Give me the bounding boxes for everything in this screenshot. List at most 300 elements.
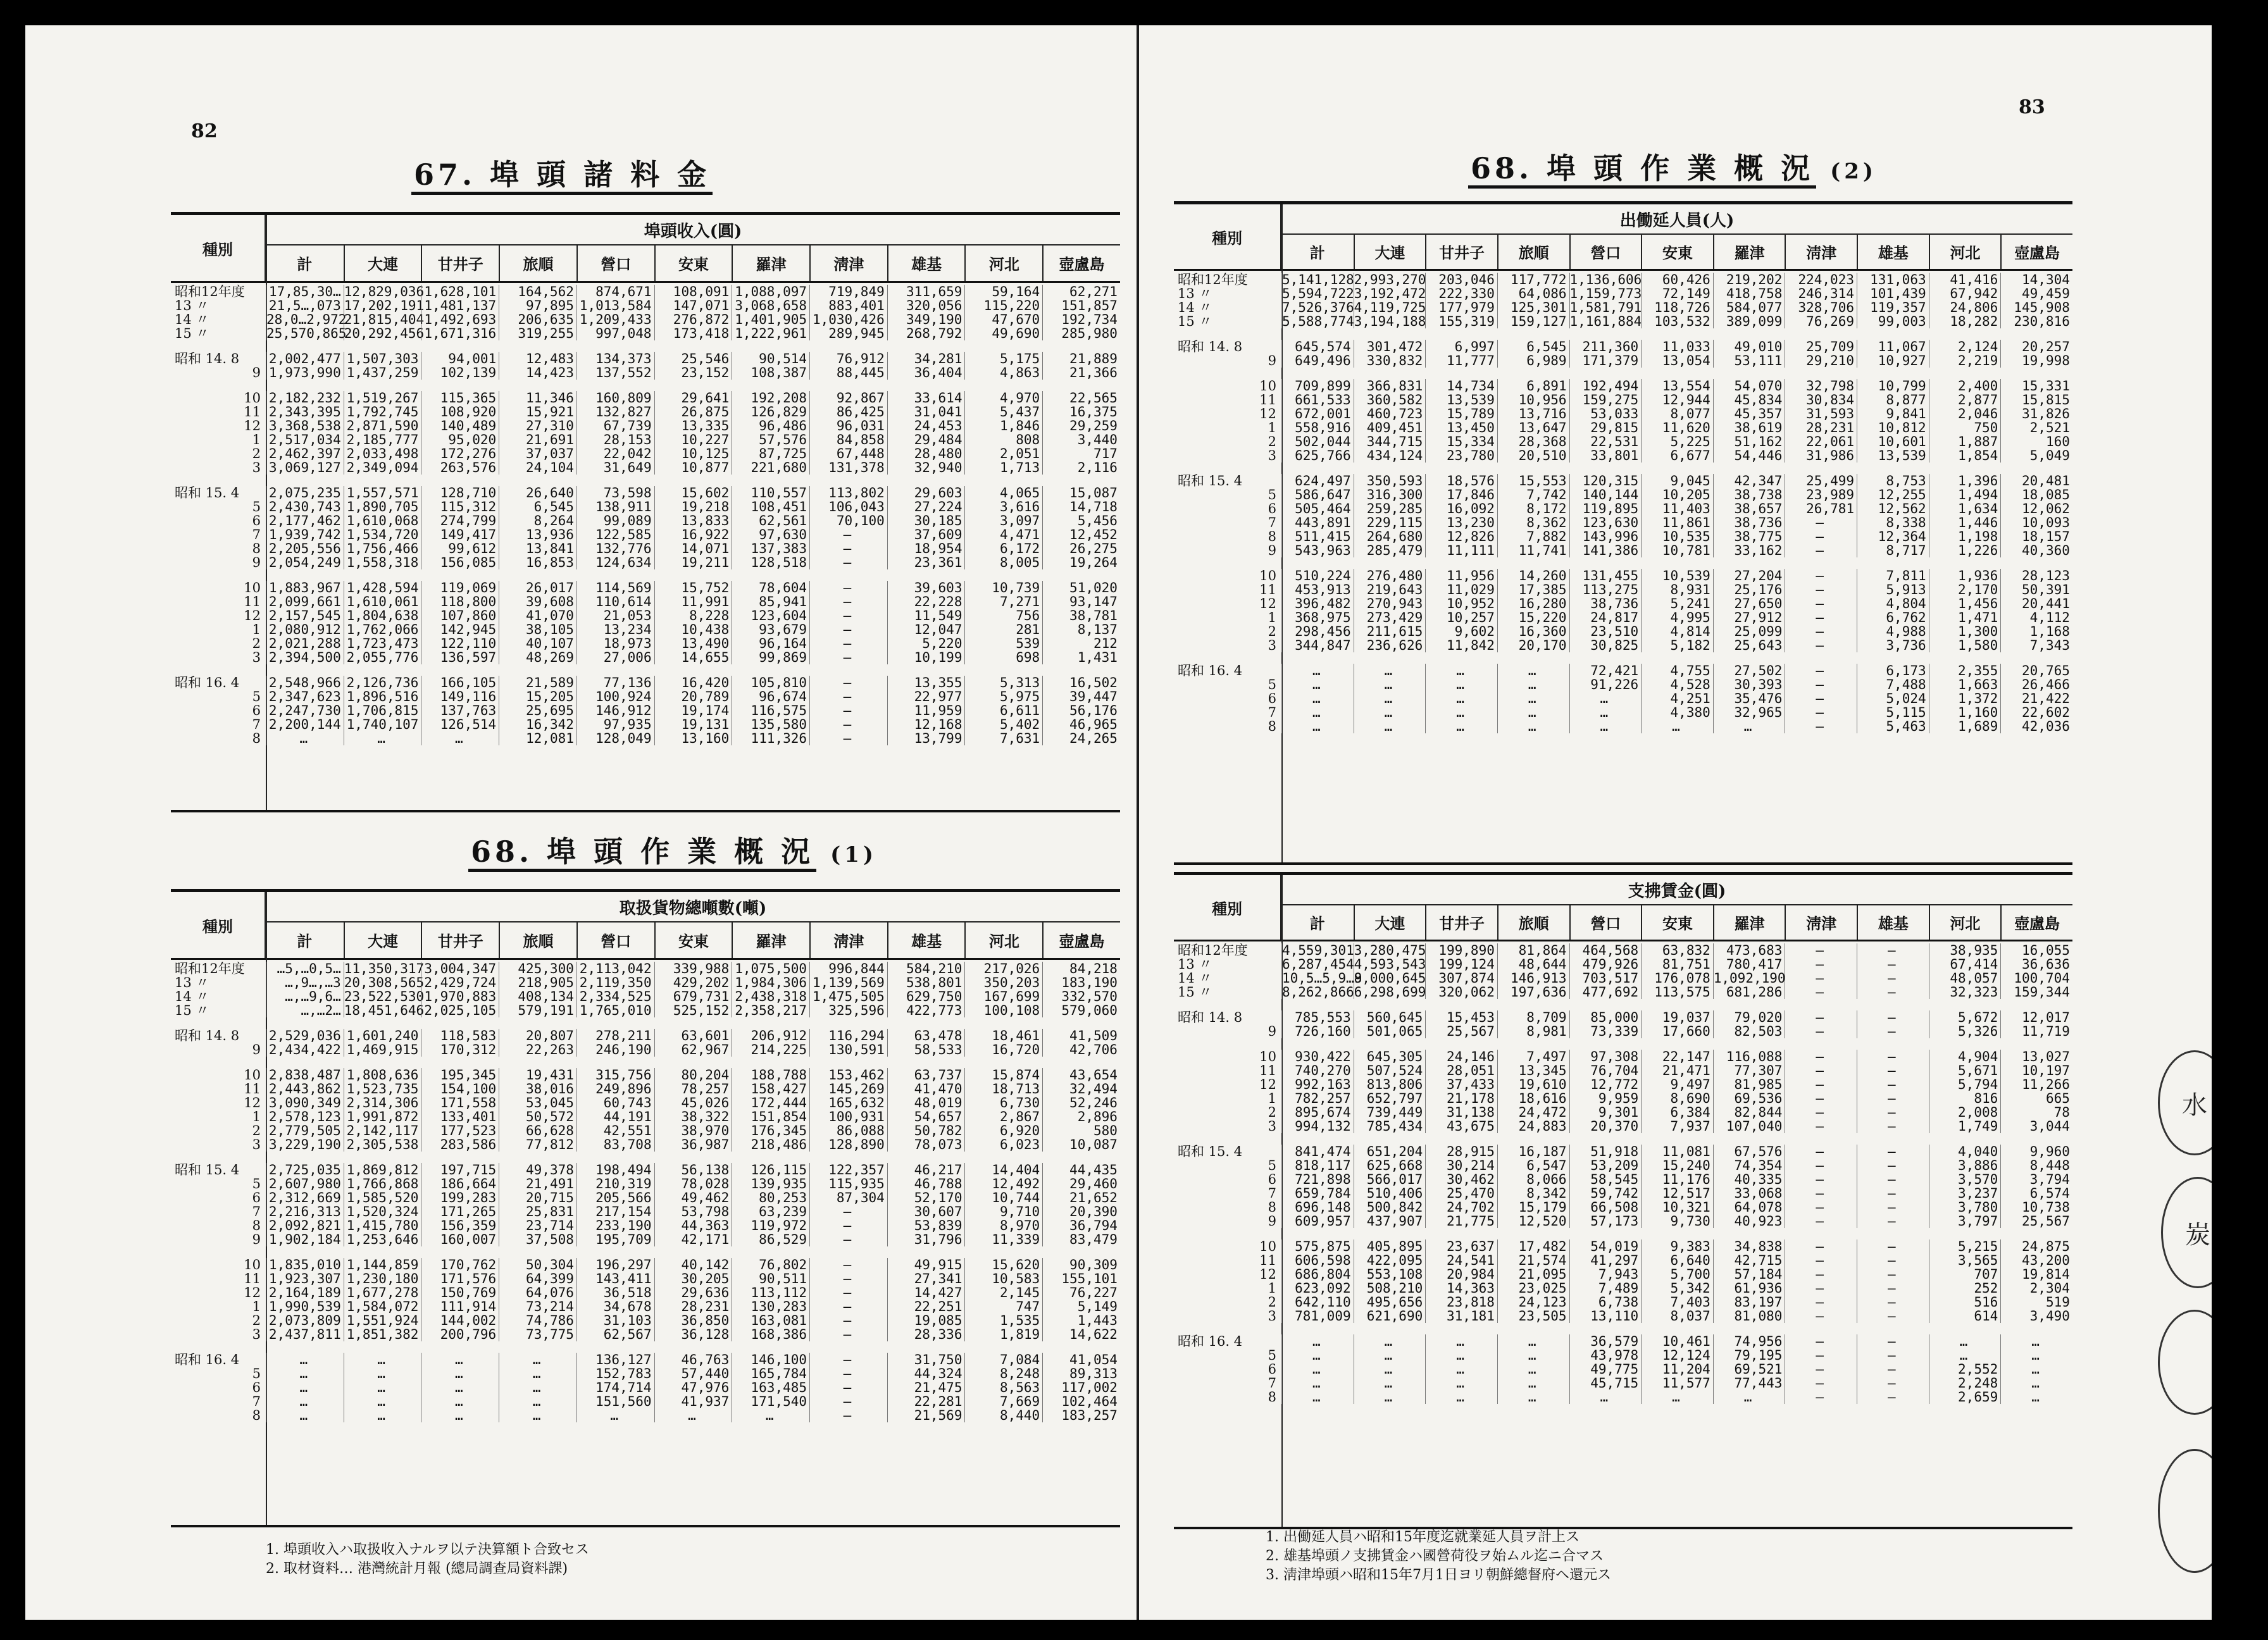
table-cell: 7,343 xyxy=(2000,638,2072,652)
table-cell: — xyxy=(1857,1105,1929,1119)
table-cell: 126,115 xyxy=(732,1163,809,1177)
table-cell: 3,794 xyxy=(2000,1172,2072,1186)
table-cell: 111,326 xyxy=(732,731,809,745)
table-cell: 1,437,259 xyxy=(344,366,421,380)
table-cell: 168,386 xyxy=(732,1327,809,1341)
table-cell: 156,085 xyxy=(421,556,499,569)
table-cell: 1,092,190 xyxy=(1713,971,1786,986)
table-cell: 18,451,646 xyxy=(344,1003,425,1018)
table-row xyxy=(171,1408,1120,1422)
table-cell: 21,652 xyxy=(1042,1191,1120,1205)
table-cell: 59,164 xyxy=(964,285,1042,299)
table-cell: … xyxy=(1929,1334,2001,1348)
table-cell: 233,190 xyxy=(576,1219,654,1233)
table-cell: 8,717 xyxy=(1857,544,1929,557)
row-label: 2 xyxy=(1268,1295,1276,1310)
row-label: 7 xyxy=(252,717,261,732)
table-cell: 649,496 xyxy=(1281,354,1354,368)
table-cell: 495,656 xyxy=(1354,1295,1426,1309)
column-header: 壺盧島 xyxy=(2000,233,2072,269)
table-cell: 28,0…2,972 xyxy=(266,312,347,327)
table-cell: 21,178 xyxy=(1425,1091,1497,1105)
row-label: 11 xyxy=(244,1081,261,1096)
table-cell: 170,762 xyxy=(421,1258,499,1272)
table-cell: 8,448 xyxy=(2000,1159,2072,1172)
table-cell: 2,314,306 xyxy=(344,1096,421,1110)
table-cell: 1,990,539 xyxy=(266,1300,344,1314)
table-cell: — xyxy=(1785,1348,1857,1362)
table-cell: 151,857 xyxy=(1042,299,1120,313)
table-cell: 38,775 xyxy=(1713,530,1785,544)
table-cell: 4,471 xyxy=(964,528,1042,542)
table-cell: 8,077 xyxy=(1641,407,1713,421)
row-label: 5 xyxy=(252,1366,261,1381)
table-cell: 1,253,646 xyxy=(344,1233,421,1246)
row-label: 10 xyxy=(1259,1049,1276,1064)
row-label: 10 xyxy=(244,580,261,595)
table-cell: … xyxy=(1354,1376,1426,1390)
table-cell: 20,984 xyxy=(1425,1267,1497,1281)
table-cell: 422,095 xyxy=(1354,1253,1426,1267)
table-cell: 128,518 xyxy=(732,556,809,569)
table-cell: 28,153 xyxy=(576,433,654,447)
table-cell: 4,528 xyxy=(1641,678,1713,692)
table-cell: — xyxy=(1857,1309,1929,1323)
table-cell: 100,931 xyxy=(809,1110,887,1124)
table-cell: 58,533 xyxy=(887,1043,965,1057)
table-cell: 103,532 xyxy=(1641,314,1713,328)
table-cell: 20,481 xyxy=(2000,474,2072,488)
table-row xyxy=(1174,1119,2072,1133)
table-cell: 719,849 xyxy=(809,285,887,299)
table-cell: 3,490 xyxy=(2000,1309,2072,1323)
table-cell: 31,041 xyxy=(887,405,965,419)
table-cell: 214,225 xyxy=(732,1043,809,1057)
table-cell: 1,883,967 xyxy=(266,581,344,595)
table-cell: 11,346 xyxy=(499,391,576,405)
table-cell: 1,756,466 xyxy=(344,542,421,556)
row-label: 10 xyxy=(244,1067,261,1083)
table-cell: 192,208 xyxy=(732,391,809,405)
table-cell: — xyxy=(1785,719,1857,733)
table-cell: 4,593,543 xyxy=(1354,957,1426,972)
table-cell: 2,343,395 xyxy=(266,405,344,419)
table-cell: 726,160 xyxy=(1281,1024,1354,1038)
table-cell: 5,463 xyxy=(1857,719,1929,733)
table-row xyxy=(171,528,1120,542)
table-row xyxy=(1174,530,2072,544)
table-cell: 49,775 xyxy=(1569,1362,1642,1376)
table-row xyxy=(1174,421,2072,435)
table-cell: 171,540 xyxy=(732,1395,809,1408)
table-cell: 2,055,776 xyxy=(344,650,421,664)
table-cell: 1,887 xyxy=(1929,435,2001,449)
table-cell: 996,844 xyxy=(809,962,887,976)
table-cell: 508,210 xyxy=(1354,1281,1426,1295)
table-cell: — xyxy=(1785,516,1857,530)
table-row xyxy=(171,595,1120,609)
table-cell: 2,305,538 xyxy=(344,1138,421,1152)
table-cell: 10,227 xyxy=(654,433,732,447)
table-cell: 5,975 xyxy=(964,690,1042,704)
table-cell: 15,331 xyxy=(2000,379,2072,393)
row-label: 11 xyxy=(1259,582,1276,597)
table-cell: 2,394,500 xyxy=(266,650,344,664)
table-cell: 10,321 xyxy=(1641,1200,1713,1214)
table-cell: 3,097 xyxy=(964,514,1042,528)
table-row xyxy=(171,637,1120,650)
table-cell: 29,259 xyxy=(1042,419,1120,433)
table-cell: — xyxy=(809,1327,887,1341)
table-cell: 15,620 xyxy=(964,1258,1042,1272)
table-cell: 2,033,498 xyxy=(344,447,421,461)
table-cell: — xyxy=(809,1353,887,1367)
table-cell: 315,756 xyxy=(576,1068,654,1082)
table-cell: 1,601,240 xyxy=(344,1029,421,1043)
table-cell: 25,567 xyxy=(1425,1024,1497,1038)
table-cell: 12,520 xyxy=(1497,1214,1569,1228)
table-cell: 1,139,569 xyxy=(809,976,887,990)
table-cell: 60,743 xyxy=(576,1096,654,1110)
table-cell: 1,766,868 xyxy=(344,1177,421,1191)
table-cell: 15,752 xyxy=(654,581,732,595)
table-cell: — xyxy=(1857,1050,1929,1064)
row-label: 10 xyxy=(244,390,261,406)
table-row xyxy=(1174,516,2072,530)
table-cell: 32,798 xyxy=(1785,379,1857,393)
table-cell: 4,119,725 xyxy=(1354,300,1426,315)
table-cell: — xyxy=(1785,1295,1857,1309)
table-cell: 19,211 xyxy=(654,556,732,569)
table-cell: 3,616 xyxy=(964,500,1042,514)
table-cell: … xyxy=(732,1408,809,1422)
table-cell: 20,170 xyxy=(1497,638,1569,652)
table-cell: 19,085 xyxy=(887,1314,965,1327)
table-cell: 146,912 xyxy=(576,704,654,718)
table-cell: 33,162 xyxy=(1713,544,1785,557)
table-cell: 134,373 xyxy=(576,352,654,366)
table-68-1 xyxy=(171,889,1120,1527)
table-cell: 8,362 xyxy=(1497,516,1569,530)
stub-header: 種別 xyxy=(171,892,266,958)
table-cell: 5,342 xyxy=(1641,1281,1713,1295)
table-cell: 19,131 xyxy=(654,718,732,731)
table-cell: 90,514 xyxy=(732,352,809,366)
table-cell: 1,634 xyxy=(1929,502,2001,516)
table-cell: 5,175 xyxy=(964,352,1042,366)
table-cell: 425,300 xyxy=(499,962,576,976)
table-cell: 15,205 xyxy=(499,690,576,704)
table-cell: 136,597 xyxy=(421,650,499,664)
table-cell: 1,075,500 xyxy=(732,962,809,976)
table-body xyxy=(1174,943,2072,1404)
table-cell: 99,003 xyxy=(1857,314,1929,328)
row-label: 8 xyxy=(1268,529,1276,544)
table-cell: 2,438,318 xyxy=(732,990,809,1003)
table-cell: 80,204 xyxy=(654,1068,732,1082)
row-label: 1 xyxy=(252,1299,261,1314)
table-cell: 51,020 xyxy=(1042,581,1120,595)
table-cell: 8,970 xyxy=(964,1219,1042,1233)
table-cell: 739,449 xyxy=(1354,1105,1426,1119)
table-cell: 218,486 xyxy=(732,1138,809,1152)
table-cell: 49,462 xyxy=(654,1191,732,1205)
table-cell: 4,988 xyxy=(1857,624,1929,638)
table-cell: 99,089 xyxy=(576,514,654,528)
table-cell: 23,505 xyxy=(1497,1309,1569,1323)
table-cell: 479,926 xyxy=(1569,957,1642,971)
table-cell: 38,736 xyxy=(1569,597,1642,611)
table-row xyxy=(171,1381,1120,1395)
table-cell: 519 xyxy=(2000,1295,2072,1309)
table-cell: 206,635 xyxy=(499,313,576,326)
table-cell: 2,075,235 xyxy=(266,486,344,500)
table-cell: 1,013,584 xyxy=(576,299,654,313)
table-cell: 7,943 xyxy=(1569,1267,1642,1281)
table-cell: 78 xyxy=(2000,1105,2072,1119)
row-label: 昭和12年度 xyxy=(1178,272,1248,287)
table-cell: 41,297 xyxy=(1569,1253,1642,1267)
table-cell: 2,867 xyxy=(964,1110,1042,1124)
table-row xyxy=(171,405,1120,419)
table-row xyxy=(1174,1348,2072,1362)
table-cell: 108,920 xyxy=(421,405,499,419)
table-cell: 15,789 xyxy=(1425,407,1497,421)
table-cell: 21,053 xyxy=(576,609,654,623)
column-header: 淸津 xyxy=(809,921,887,958)
table-cell: 273,429 xyxy=(1354,611,1426,624)
table-cell: … xyxy=(1497,678,1569,692)
table-cell: 460,723 xyxy=(1354,407,1426,421)
table-cell: — xyxy=(1785,1064,1857,1078)
table-cell: …,…2… xyxy=(266,1003,344,1017)
table-row xyxy=(1174,569,2072,583)
table-cell: 77,307 xyxy=(1713,1064,1785,1078)
row-label: 8 xyxy=(1268,1389,1276,1405)
table-cell: 22,228 xyxy=(887,595,965,609)
table-cell: 17,385 xyxy=(1497,583,1569,597)
table-cell: 21,691 xyxy=(499,433,576,447)
table-cell: 160,007 xyxy=(421,1233,499,1246)
table-body xyxy=(171,285,1120,745)
table-cell: 717 xyxy=(1042,447,1120,461)
table-cell: 19,218 xyxy=(654,500,732,514)
table-cell: 12,517 xyxy=(1641,1186,1713,1200)
table-cell: 1,835,010 xyxy=(266,1258,344,1272)
table-cell: 170,312 xyxy=(421,1043,499,1057)
table-cell: — xyxy=(1785,544,1857,557)
row-label: 13 〃 xyxy=(1178,957,1212,972)
table-cell: 28,480 xyxy=(887,447,965,461)
table-cell: 2,219 xyxy=(1929,354,2001,368)
table-cell: 2,092,821 xyxy=(266,1219,344,1233)
table-cell: 43,675 xyxy=(1425,1119,1497,1133)
table-cell: 389,099 xyxy=(1713,314,1785,328)
table-row xyxy=(171,1003,1120,1017)
column-header: 羅津 xyxy=(1713,904,1785,940)
table-cell: 510,224 xyxy=(1281,569,1354,583)
table-cell: 8,440 xyxy=(964,1408,1042,1422)
table-cell: 16,092 xyxy=(1425,502,1497,516)
table-cell: 63,601 xyxy=(654,1029,732,1043)
table-cell: 2,437,811 xyxy=(266,1327,344,1341)
table-cell: 2,434,422 xyxy=(266,1043,344,1057)
table-cell: 21,889 xyxy=(1042,352,1120,366)
table-row xyxy=(171,285,1120,299)
table-cell: 1,456 xyxy=(1929,597,2001,611)
table-cell: 30,214 xyxy=(1425,1159,1497,1172)
table-cell: 883,401 xyxy=(809,299,887,313)
table-cell: 2,113,042 xyxy=(576,962,654,976)
table-cell: 25,709 xyxy=(1785,340,1857,354)
table-cell: 63,737 xyxy=(887,1068,965,1082)
table-cell: 1,939,742 xyxy=(266,528,344,542)
table-cell: … xyxy=(1281,678,1354,692)
column-header: 旅順 xyxy=(499,244,576,281)
table-cell: 31,796 xyxy=(887,1233,965,1246)
table-cell: 2,080,912 xyxy=(266,623,344,637)
row-label: 9 xyxy=(252,1042,261,1057)
table-cell: 525,152 xyxy=(654,1003,732,1017)
table-cell: 13,345 xyxy=(1497,1064,1569,1078)
table-cell: 20,292,456 xyxy=(344,326,425,341)
table-cell: 10,199 xyxy=(887,650,965,664)
table-cell: 246,314 xyxy=(1785,287,1857,301)
table-cell: 119,357 xyxy=(1857,301,1929,314)
table-cell: 3,780 xyxy=(1929,1200,2001,1214)
row-label: 昭和 16. 4 xyxy=(175,675,240,690)
column-group-header: 出働延人員(人) xyxy=(1281,204,2072,235)
column-header: 河北 xyxy=(1929,904,2001,940)
table-cell: 64,078 xyxy=(1713,1200,1785,1214)
table-row xyxy=(171,1029,1120,1043)
table-cell: 6,611 xyxy=(964,704,1042,718)
table-cell: 661,533 xyxy=(1281,393,1354,407)
table-cell: 24,817 xyxy=(1569,611,1642,624)
table-row xyxy=(171,1068,1120,1082)
table-cell: — xyxy=(1857,1362,1929,1376)
table-cell: 1,762,066 xyxy=(344,623,421,637)
table-cell: — xyxy=(1785,1172,1857,1186)
table-cell: 37,508 xyxy=(499,1233,576,1246)
table-row xyxy=(1174,301,2072,314)
table-cell: 22,042 xyxy=(576,447,654,461)
table-cell: 2,200,144 xyxy=(266,718,344,731)
table-cell: …,…9,6… xyxy=(266,990,344,1003)
table-cell: 34,281 xyxy=(887,352,965,366)
table-cell: 6,989 xyxy=(1497,354,1569,368)
table-row xyxy=(171,1314,1120,1327)
table-cell: 81,751 xyxy=(1641,957,1713,971)
table-cell: 6,640 xyxy=(1641,1253,1713,1267)
table-cell: 1,792,745 xyxy=(344,405,421,419)
row-label: 1 xyxy=(1268,1091,1276,1106)
table-cell: 17,85,30… xyxy=(266,285,344,299)
table-cell: — xyxy=(809,1395,887,1408)
table-cell: 2,142,117 xyxy=(344,1124,421,1138)
table-cell: 9,045 xyxy=(1641,474,1713,488)
table-cell: 87,725 xyxy=(732,447,809,461)
table-cell: … xyxy=(499,1395,576,1408)
table-cell: 1,471 xyxy=(1929,611,2001,624)
table-cell: — xyxy=(1785,705,1857,719)
table-cell: 453,913 xyxy=(1281,583,1354,597)
table-cell: 2,529,036 xyxy=(266,1029,344,1043)
table-cell: 14,622 xyxy=(1042,1327,1120,1341)
table-cell: 9,841 xyxy=(1857,407,1929,421)
table-cell: 120,315 xyxy=(1569,474,1642,488)
table-cell: … xyxy=(2000,1362,2072,1376)
table-cell: 5,700 xyxy=(1641,1267,1713,1281)
table-cell: 23,361 xyxy=(887,556,965,569)
table-cell: 2,347,623 xyxy=(266,690,344,704)
table-cell: 23,818 xyxy=(1425,1295,1497,1309)
table-cell: 87,304 xyxy=(809,1191,887,1205)
column-header: 雄基 xyxy=(1857,904,1929,940)
table-row xyxy=(1174,664,2072,678)
table-cell: 2,157,545 xyxy=(266,609,344,623)
table-cell: 4,970 xyxy=(964,391,1042,405)
table-cell: 11,549 xyxy=(887,609,965,623)
table-cell: 13,841 xyxy=(499,542,576,556)
table-cell: 422,773 xyxy=(887,1003,965,1017)
table-cell: … xyxy=(1497,1390,1569,1404)
table-cell: 115,220 xyxy=(964,299,1042,313)
table-cell: 151,560 xyxy=(576,1395,654,1408)
table-cell: 26,275 xyxy=(1042,542,1120,556)
table-cell: 8,264 xyxy=(499,514,576,528)
row-label: 3 xyxy=(252,1137,261,1152)
table-cell: … xyxy=(421,1367,499,1381)
table-cell: 50,304 xyxy=(499,1258,576,1272)
table-row xyxy=(171,1233,1120,1246)
table-cell: … xyxy=(1497,1376,1569,1390)
table-cell: 64,086 xyxy=(1497,287,1569,301)
table-cell: 211,360 xyxy=(1569,340,1642,354)
table-cell: — xyxy=(809,556,887,569)
table-cell: 74,786 xyxy=(499,1314,576,1327)
table-cell: 8,342 xyxy=(1497,1186,1569,1200)
row-label: 7 xyxy=(1268,705,1276,720)
row-label: 6 xyxy=(1268,691,1276,706)
table-cell: 41,416 xyxy=(1929,273,2001,287)
table-cell: 9,602 xyxy=(1425,624,1497,638)
row-label: 12 xyxy=(244,608,261,623)
table-cell: 24,104 xyxy=(499,461,576,475)
table-cell: 2,205,556 xyxy=(266,542,344,556)
table-cell: 1,706,815 xyxy=(344,704,421,718)
table-cell: 27,310 xyxy=(499,419,576,433)
table-cell: 344,715 xyxy=(1354,435,1426,449)
table-cell: 5,182 xyxy=(1641,638,1713,652)
table-cell: 8,877 xyxy=(1857,393,1929,407)
table-cell: 160,809 xyxy=(576,391,654,405)
table-cell: — xyxy=(1785,1362,1857,1376)
table-cell: 10,956 xyxy=(1497,393,1569,407)
table-cell: 110,614 xyxy=(576,595,654,609)
header-rule xyxy=(1174,940,2072,941)
column-header: 壺盧島 xyxy=(1042,244,1120,281)
table-cell: 131,455 xyxy=(1569,569,1642,583)
table-cell: 99,612 xyxy=(421,542,499,556)
table-cell: 516 xyxy=(1929,1295,2001,1309)
table-cell: 54,070 xyxy=(1713,379,1785,393)
table-body xyxy=(1174,273,2072,733)
column-header: 大連 xyxy=(1354,904,1426,940)
table-cell: 2,008 xyxy=(1929,1105,2001,1119)
row-label: 5 xyxy=(252,689,261,704)
table-cell: 2,355 xyxy=(1929,664,2001,678)
